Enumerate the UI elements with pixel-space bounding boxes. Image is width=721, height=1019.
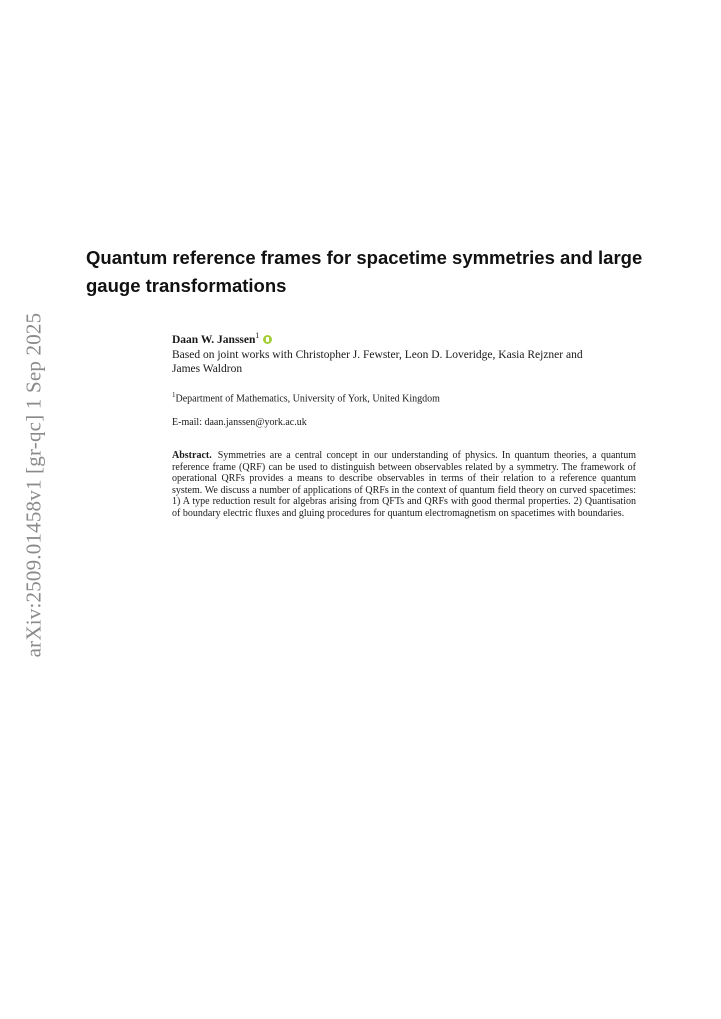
abstract-text: Symmetries are a central concept in our understanding of physics. In quantum theories, a quantum reference frame (QRF) can be used to distinguish between observables related by a symmetry. The framework of operational QRFs provides a means to describe observables in terms of their relation to a reference quantum system. We discuss a number of applications of QRFs in the context of quantum field theory on curved spacetimes: 1) A type reduction result for algebras arising from QFTs and QRFs with good thermal properties. 2) Quantisation of boundary electric fluxes and gluing procedures for quantum electromagnetism on spacetimes with boundaries. [172,450,636,519]
abstract [172,450,636,519]
author-name: Daan W. Janssen [172,334,256,346]
author-affiliation-marker: 1 [255,331,260,341]
arxiv-identifier: arXiv:2509.01458v1 [gr-qc] 1 Sep 2025 [21,312,46,658]
collaborators-note: Based on joint works with Christopher J. Fewster, Leon D. Loveridge, Kasia Rejzner and James Waldron [172,349,583,375]
affiliation-marker: 1 [172,391,176,399]
author-block [172,333,632,376]
author-email: E-mail: daan.janssen@york.ac.uk [172,417,307,428]
abstract-heading: Abstract. [172,450,212,461]
author-line [172,333,632,347]
arxiv-sidebar-stamp [19,310,49,660]
paper-title: Quantum reference frames for spacetime symmetries and large gauge transformations [86,247,643,296]
affiliation-text: Department of Mathematics, University of York, United Kingdom [175,393,440,405]
orcid-icon[interactable] [263,335,272,344]
affiliation [172,389,440,405]
